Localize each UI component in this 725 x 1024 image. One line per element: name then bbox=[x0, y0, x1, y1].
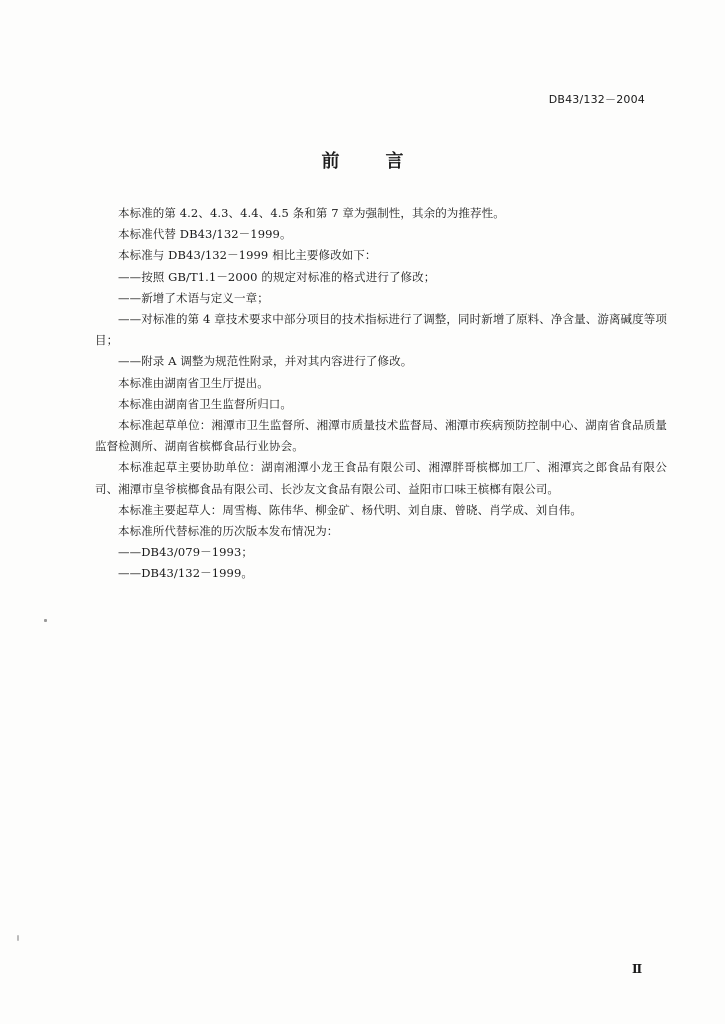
paragraph-centralized-by: 本标准由湖南省卫生监督所归口。 bbox=[118, 396, 292, 411]
paragraph-history-intro: 本标准所代替标准的历次版本发布情况为： bbox=[118, 524, 339, 539]
document-code: DB43/132－2004 bbox=[548, 93, 645, 106]
paragraph-replaces: 本标准代替 DB43/132－1999。 bbox=[118, 227, 292, 242]
paragraph-change-requirements: ——对标准的第 4 章技术要求中部分项目的技术指标进行了调整，同时新增了原料、净含量、游离碱度等项目； bbox=[95, 312, 667, 348]
paragraph-change-format: ——按照 GB/T1.1－2000 的规定对标准的格式进行了修改； bbox=[118, 269, 436, 284]
paragraph-history-1999: ——DB43/132－1999。 bbox=[118, 566, 253, 581]
scan-speck bbox=[17, 935, 19, 941]
scan-speck bbox=[44, 619, 47, 622]
page-number: Ⅱ bbox=[632, 962, 643, 976]
paragraph-drafting-units: 本标准起草单位：湘潭市卫生监督所、湘潭市质量技术监督局、湘潭市疾病预防控制中心、湖南省食品质量监督检测所、湖南省槟榔食品行业协会。 bbox=[95, 418, 667, 454]
paragraph-assisting-units: 本标准起草主要协助单位：湖南湘潭小龙王食品有限公司、湘潭胖哥槟榔加工厂、湘潭宾之郎食品有限公司、湘潭市皇爷槟榔食品有限公司、长沙友文食品有限公司、益阳市口味王槟榔有限公司。 bbox=[95, 460, 667, 496]
paragraph-change-terms: ——新增了术语与定义一章； bbox=[118, 290, 269, 305]
paragraph-history-1993: ——DB43/079－1993； bbox=[118, 545, 253, 560]
paragraph-changes-intro: 本标准与 DB43/132－1999 相比主要修改如下： bbox=[118, 248, 377, 263]
page-title: 前言 bbox=[321, 151, 450, 172]
paragraph-proposed-by: 本标准由湖南省卫生厅提出。 bbox=[118, 375, 269, 390]
document-body bbox=[95, 203, 667, 585]
paragraph-drafters: 本标准主要起草人：周雪梅、陈伟华、柳金矿、杨代明、刘自康、曾晓、肖学成、刘自伟。 bbox=[118, 502, 582, 517]
paragraph-mandatory-clauses: 本标准的第 4.2、4.3、4.4、4.5 条和第 7 章为强制性，其余的为推荐性。 bbox=[118, 206, 505, 220]
paragraph-change-annex: ——附录 A 调整为规范性附录，并对其内容进行了修改。 bbox=[118, 354, 413, 369]
